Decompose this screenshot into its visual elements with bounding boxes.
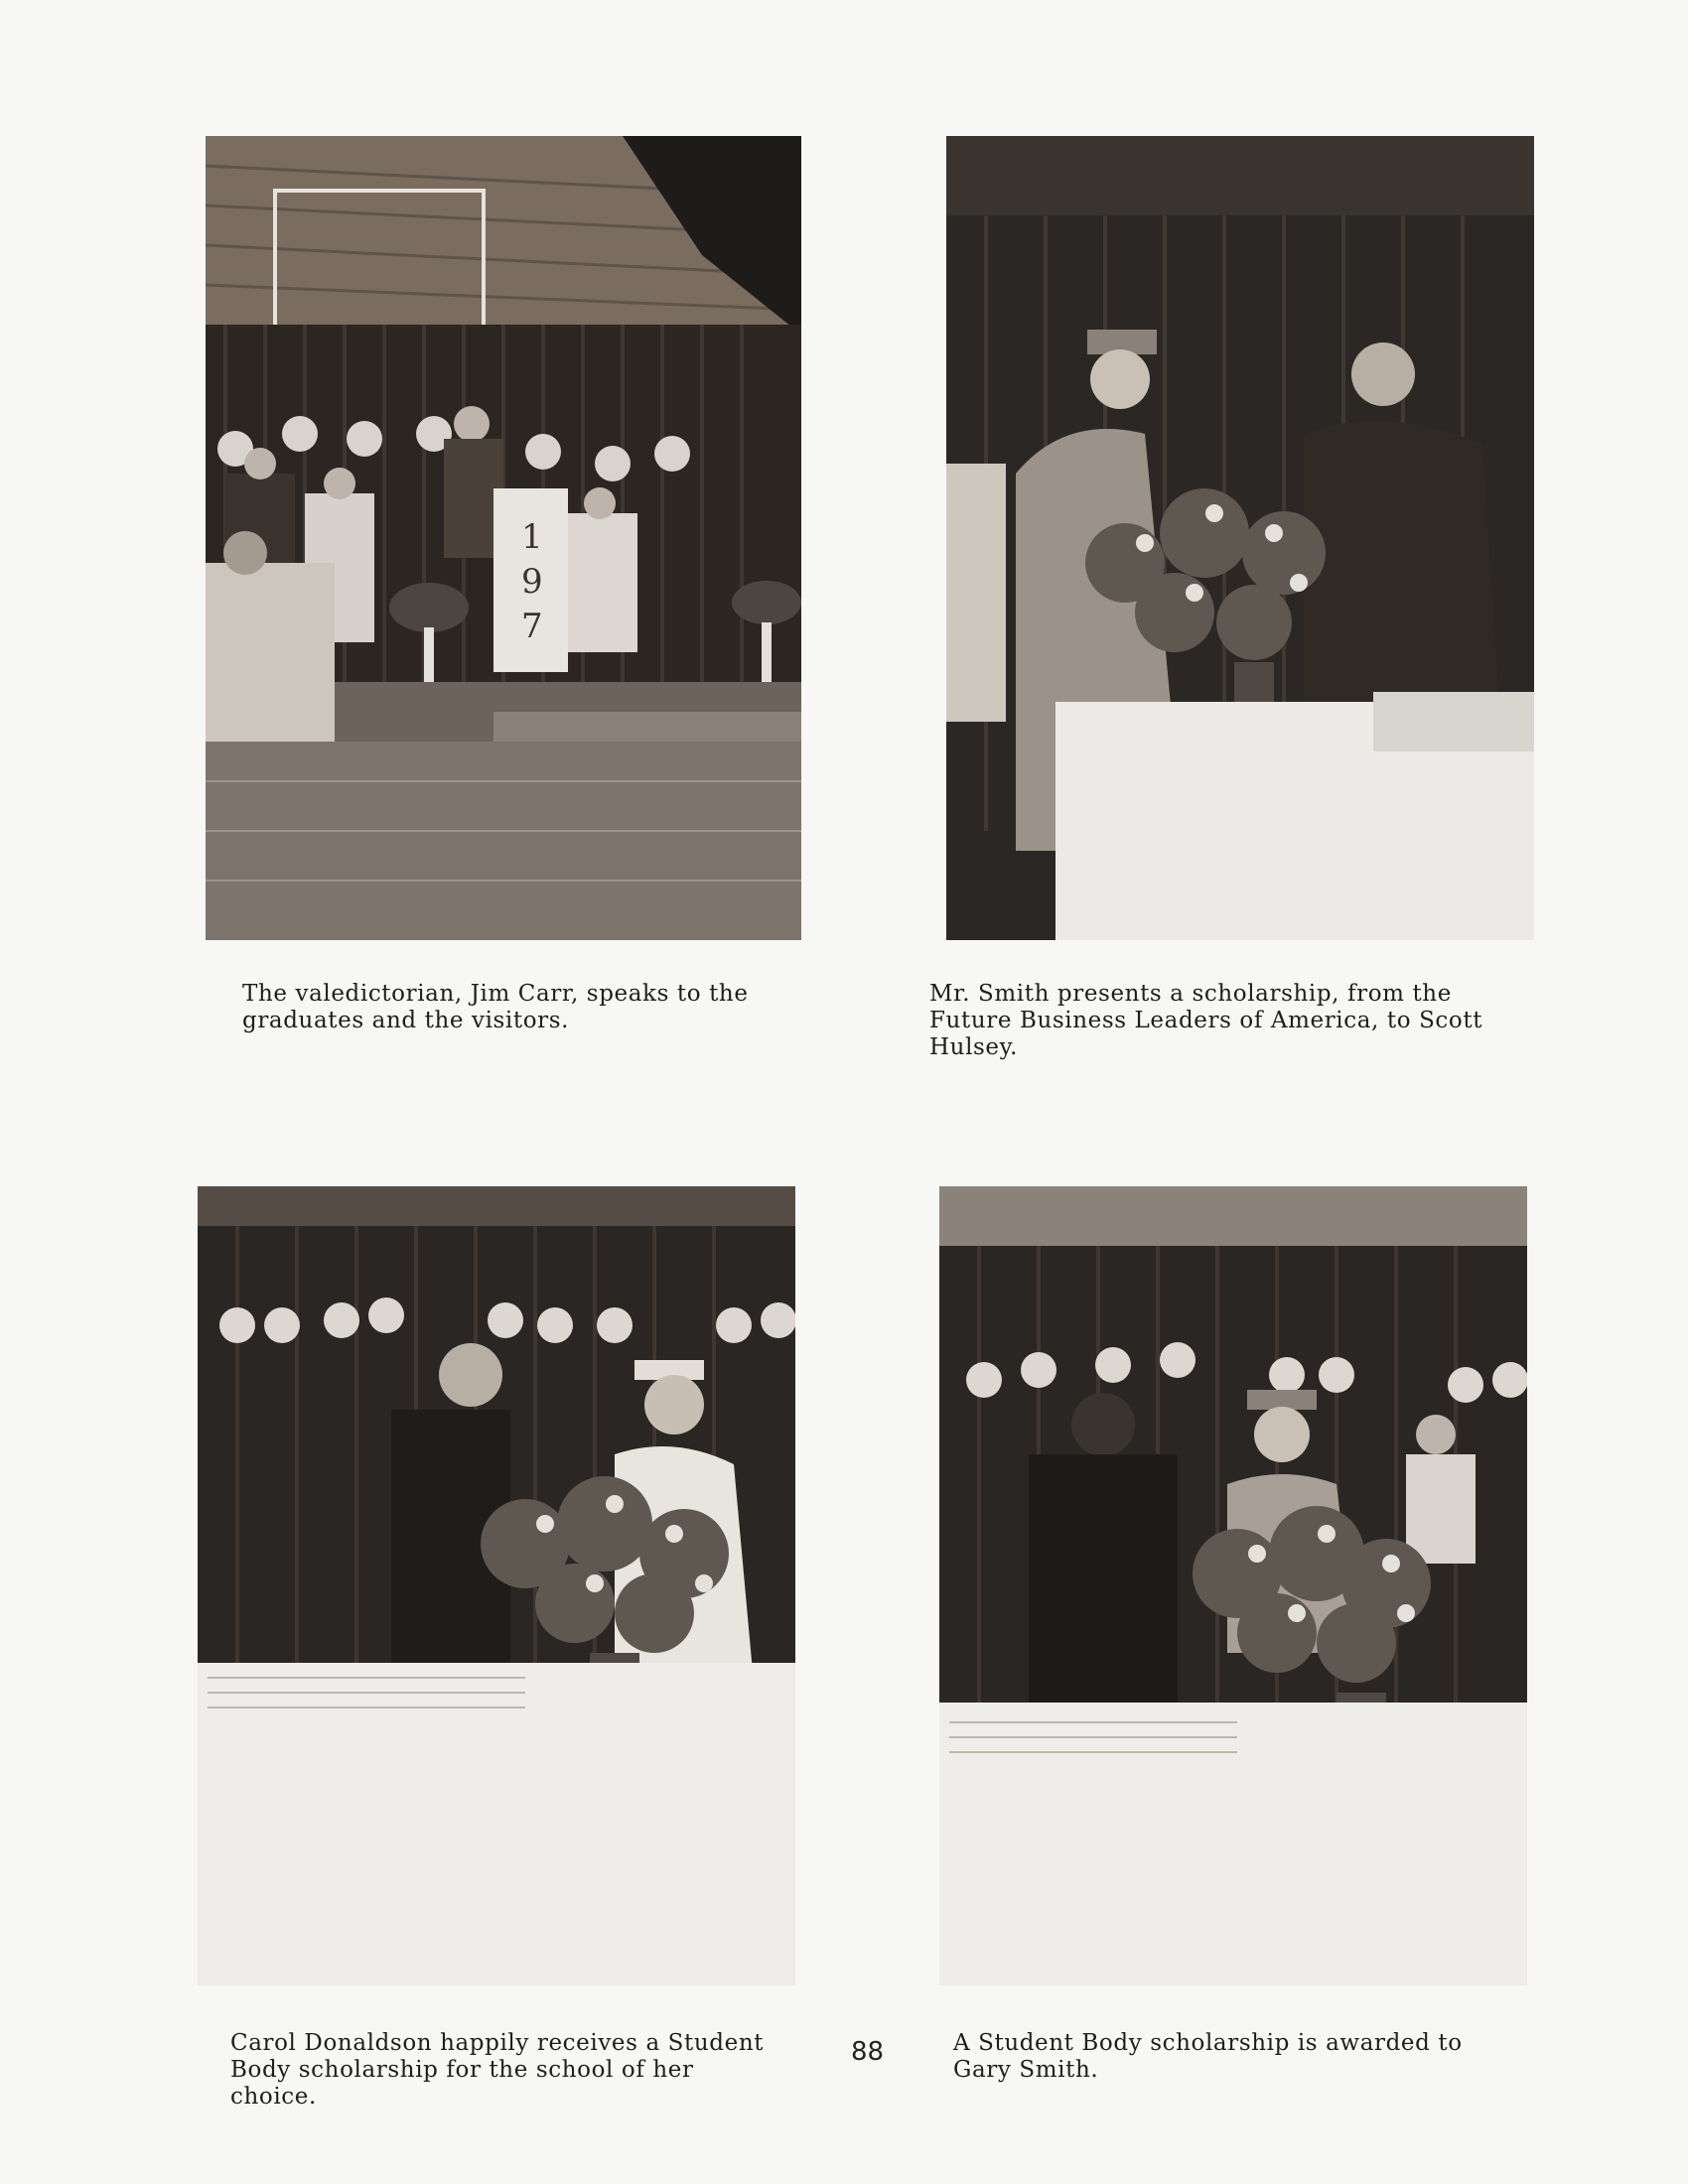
caption-fbla-scholarship: Mr. Smith presents a scholarship, from the Future Business Leaders of America, to Scott Hulsey. [929,981,1483,1060]
caption-valedictorian-speech: The valedictorian, Jim Carr, speaks to the graduates and the visitors. [242,981,749,1033]
caption-carol-donaldson: Carol Donaldson happily receives a Student Body scholarship for the school of her choice. [230,2030,765,2110]
caption-gary-smith: A Student Body scholarship is awarded to Gary Smith. [953,2030,1463,2083]
photo-valedictorian-speech [206,136,801,940]
photo-carol-donaldson-image [198,1186,795,1985]
photo-fbla-scholarship-image [946,136,1534,940]
photo-fbla-scholarship [946,136,1534,940]
page-number: 88 [851,2037,885,2067]
photo-gary-smith-image [939,1186,1527,1985]
photo-carol-donaldson [198,1186,795,1985]
photo-gary-smith [939,1186,1527,1985]
svg-text:9: 9 [521,562,543,602]
svg-text:1: 1 [521,517,543,557]
svg-text:7: 7 [521,607,543,646]
photo-valedictorian-speech-image [206,136,801,940]
